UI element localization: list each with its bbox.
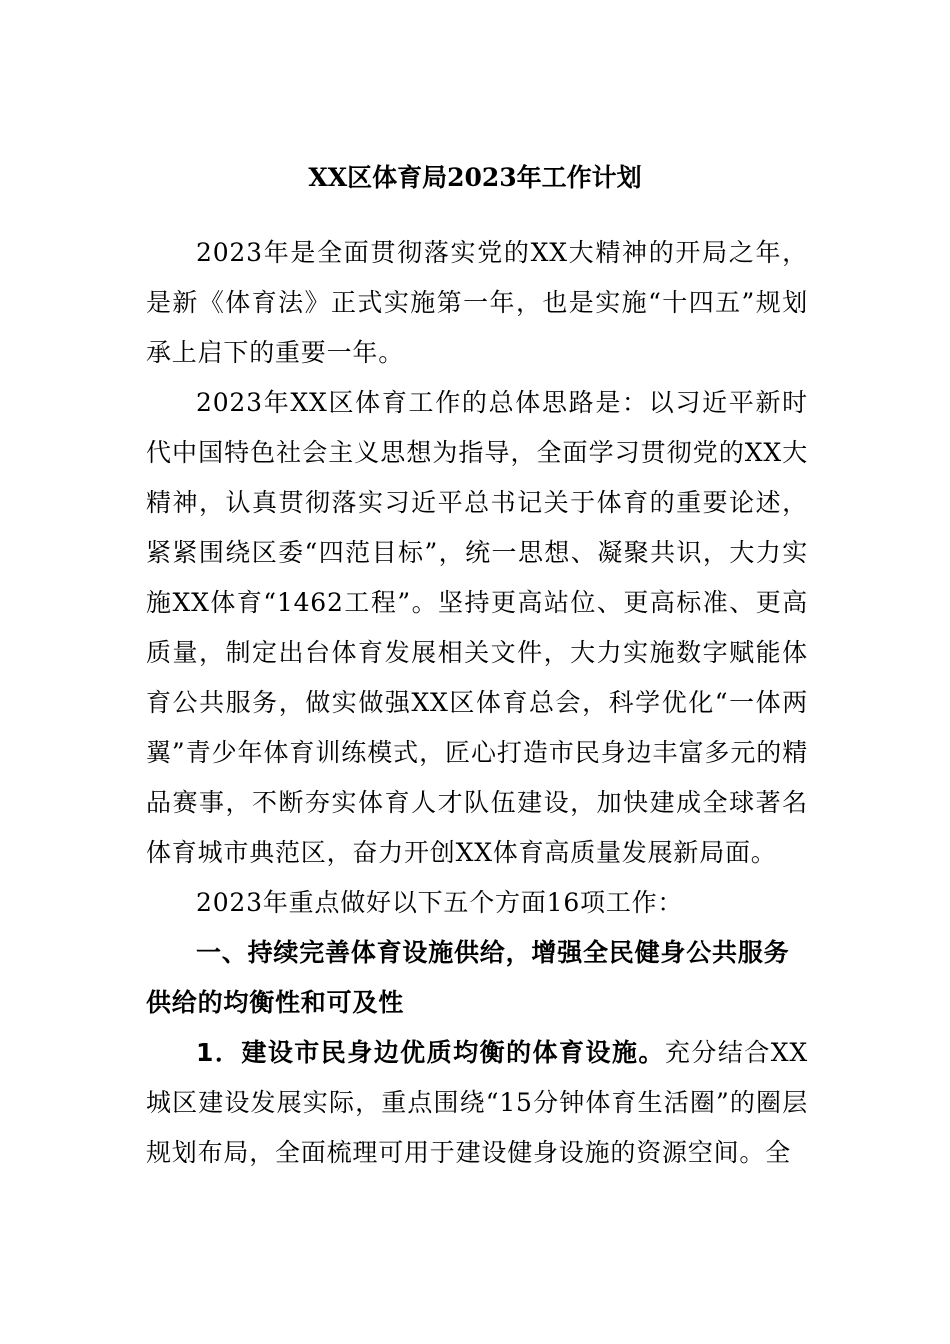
paragraph-intro: 2023年是全面贯彻落实党的XX大精神的开局之年，是新《体育法》正式实施第一年，也是实施“十四五”规划承上启下的重要一年。 <box>146 238 808 367</box>
paragraph-key-tasks: 2023年重点做好以下五个方面16项工作： <box>196 888 684 917</box>
document-title: XX区体育局2023年工作计划 <box>308 163 642 192</box>
paragraph-item-1 <box>146 1028 808 1178</box>
item-1-text: 充分结合XX城区建设发展实际，重点围绕“15分钟体育生活圈”的圈层规划布局，全面梳理可用于建设健身设施的资源空间。全 <box>146 1038 808 1167</box>
section-heading-1: 一、持续完善体育设施供给，增强全民健身公共服务供给的均衡性和可及性 <box>146 938 790 1017</box>
paragraph-overall-approach: 2023年XX区体育工作的总体思路是：以习近平新时代中国特色社会主义思想为指导，全面学习贯彻党的XX大精神，认真贯彻落实习近平总书记关于体育的重要论述，紧紧围绕区委“四范目标”，统一思想、凝聚共识，大力实施XX体育“1462工程”。坚持更高站位、更高标准、更高质量，制定出台体育发展相关文件，大力实施数字赋能体育公共服务，做实做强XX区体育总会，科学优化“一体两翼”青少年体育训练模式，匠心打造市民身边丰富多元的精品赛事，不断夯实体育人才队伍建设，加快建成全球著名体育城市典范区，奋力开创XX体育高质量发展新局面。 <box>146 388 808 867</box>
document-body <box>146 228 808 1178</box>
item-1-lead: 1．建设市民身边优质均衡的体育设施。 <box>196 1038 665 1067</box>
